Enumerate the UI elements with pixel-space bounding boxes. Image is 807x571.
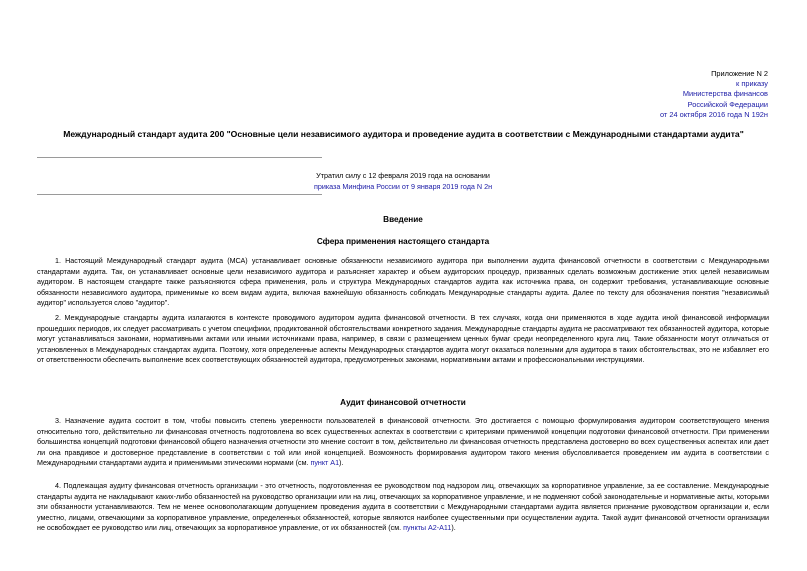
paragraph-3-text: 3. Назначение аудита состоит в том, чтобы повысить степень уверенности пользователей в финансовой отчетности. Это достигается с помощью формулирования аудитором соответствующего мнения относительно того, действительно ли финансовая отчетность подготовлена во всех существенных аспектах в соответствии с критериями применимой концепции подготовки финансовой отчетности. При применении большинства концепций подготовки финансовой общего назначения отчетности это мнение состоит в том, действительно ли финансовая отчетность представлена достоверно во всех существенных аспектах или дает ли она правдивое и достоверное представление в соответствии с той или иной концепцией. Возможность формирования аудитором такого мнения обусловливается проведением им аудита в соответствии с Международными стандартами аудита и применимыми этическими нормами (см. xyxy=(37,417,769,468)
paragraph-2: 2. Международные стандарты аудита излагаются в контексте проводимого аудитором аудита финансовой отчетности. В тех случаях, когда они применяются в ходе аудита иной финансовой информации прошедших периодов, их следует рассматривать с учетом специфики, продиктованной обстоятельствами конкретного задания. Международные стандарты аудита не рассматривают тех обязанностей аудитора, которые могут устанавливаться законами, нормативными актами или иными источниками права, например, в связи с размещением ценных бумаг среди неопределенного круга лиц. Такие обязанности могут отличаться от установленных в Международных стандартах аудита. Поэтому, хотя определенные аспекты Международных стандартов аудита могут оказаться полезными для аудитора в таких обстоятельствах, это не избавляет его от ответственности обеспечить выполнение всех соответствующих обязанностей аудитора, предусмотренных законами, нормативными актами и профессиональными инструкциями. xyxy=(37,314,769,365)
appendix-country-link[interactable]: Российской Федерации xyxy=(687,99,768,109)
heading-financial-audit: Аудит финансовой отчетности xyxy=(340,398,466,407)
document-title: Международный стандарт аудита 200 "Основные цели независимого аудитора и проведение аудита в соответствии с Международными стандартами аудита" xyxy=(63,129,744,139)
paragraph-3 xyxy=(37,416,769,469)
paragraph-4 xyxy=(37,481,769,534)
top-divider xyxy=(37,157,322,158)
paragraph-4-text: 4. Подлежащая аудиту финансовая отчетность организации - это отчетность, подготовленная ее руководством под надзором лиц, отвечающих за корпоративное управление, за ее составление. Международные стандарты аудита не накладывают каких-либо обязанностей на руководство организации или на лиц, отвечающих за корпоративное управление, и не подменяют собой законодательные и нормативные акты, которыми эти обязанности устанавливаются. Тем не менее основополагающим допущением проведения аудита в соответствии с Международными стандартами аудита является признание руководством организации и, если уместно, лицами, отвечающими за корпоративное управление, определенных обязанностей, которые являются наиболее существенными при осуществлении аудита. Такой аудит финансовой отчетности организации не освобождает ее руководство или лиц, отвечающих за корпоративное управление, от их обязанностей (см. xyxy=(37,482,769,533)
appendix-ministry-link[interactable]: Министерства финансов xyxy=(682,89,768,99)
appendix-order-link[interactable]: к приказу xyxy=(736,79,768,89)
appendix-block xyxy=(660,69,768,120)
paragraph-4-end: ). xyxy=(451,524,456,533)
heading-scope: Сфера применения настоящего стандарта xyxy=(316,237,490,246)
repeal-note-text: Утратил силу с 12 февраля 2019 года на основании xyxy=(316,171,490,180)
reference-link-a2-a11[interactable]: пункты А2-А11 xyxy=(403,524,452,533)
appendix-number: Приложение N 2 xyxy=(711,69,768,78)
reference-link-a1[interactable]: пункт А1 xyxy=(310,459,340,468)
repeal-note xyxy=(37,170,769,192)
paragraph-1: 1. Настоящий Международный стандарт аудита (МСА) устанавливает основные обязанности независимого аудитора при выполнении аудита финансовой отчетности в соответствии с Международными стандартами аудита. Так, он устанавливает основные цели независимого аудитора и разъясняет характер и объем аудиторских процедур, призванных сделать возможным достижение этих целей независимым аудитором. В настоящем стандарте также разъясняются сфера применения, роль и структура Международных стандартов аудита как источника права, он содержит требования, устанавливающие основные обязанности независимого аудитора, применимые ко всем видам аудита, включая важнейшую обязанность соблюдать Международные стандарты аудита. Далее по тексту для обозначения понятия "независимый аудитор" используется слово "аудитор". xyxy=(37,257,769,308)
heading-introduction: Введение xyxy=(383,215,423,224)
bottom-divider xyxy=(37,194,322,195)
appendix-date-link[interactable]: от 24 октября 2016 года N 192н xyxy=(659,109,768,119)
repeal-order-link[interactable]: приказа Минфина России от 9 января 2019 года N 2н xyxy=(313,182,493,191)
paragraph-3-end: ). xyxy=(339,459,344,468)
